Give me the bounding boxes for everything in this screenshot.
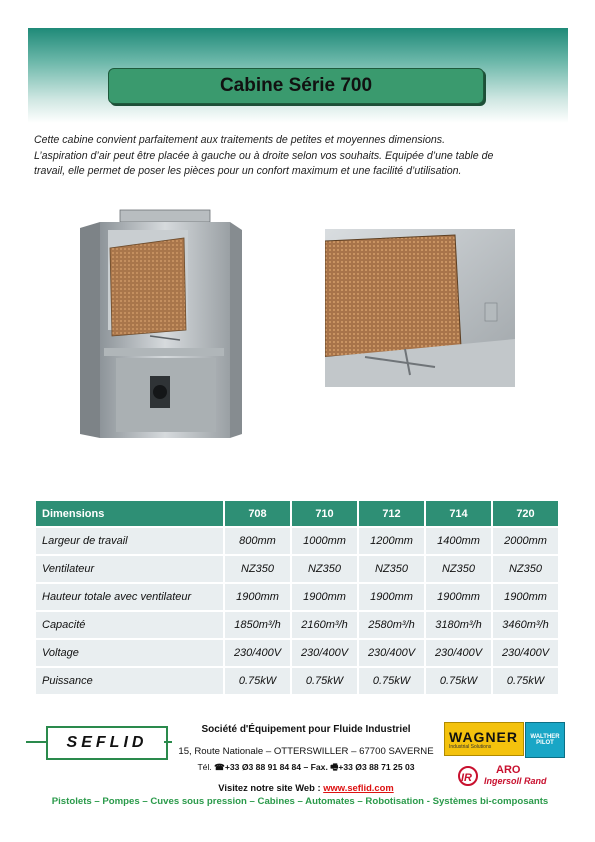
cell: 1900mm (426, 584, 491, 610)
cell: 0.75kW (292, 668, 357, 694)
tel-prefix: Tél. (197, 762, 215, 772)
seflid-logo (46, 726, 168, 760)
wagner-logo-text: WAGNER (449, 729, 518, 745)
table-row (36, 612, 558, 638)
row-label: Hauteur totale avec ventilateur (36, 584, 223, 610)
cell: 0.75kW (493, 668, 558, 694)
row-label: Capacité (36, 612, 223, 638)
cell: 3460m³/h (493, 612, 558, 638)
walther-pilot-logo (525, 722, 565, 758)
company-name: Société d'Équipement pour Fluide Industriel (201, 724, 411, 735)
cell: 230/400V (292, 640, 357, 666)
table-header-708: 708 (225, 501, 290, 526)
intro-text (34, 133, 564, 180)
cell: 1200mm (359, 528, 424, 554)
tel-number: ☎+33 Ø3 88 91 84 84 – Fax. (214, 762, 331, 772)
spec-table (34, 499, 560, 696)
cabin-photo-front (80, 208, 242, 440)
table-row (36, 668, 558, 694)
table-row (36, 584, 558, 610)
cell: NZ350 (225, 556, 290, 582)
row-label: Largeur de travail (36, 528, 223, 554)
table-header-dimensions: Dimensions (36, 501, 223, 526)
cell: 1000mm (292, 528, 357, 554)
company-address: 15, Route Nationale – OTTERSWILLER – 67700 SAVERNE (178, 746, 434, 757)
wagner-logo-subtitle: Industrial Solutions (449, 744, 492, 750)
ingersoll-rand-text: Ingersoll Rand (484, 776, 547, 786)
table-header-710: 710 (292, 501, 357, 526)
web-prefix: Visitez notre site Web : (218, 782, 324, 793)
company-info (176, 724, 436, 793)
cell: 2160m³/h (292, 612, 357, 638)
table-header-712: 712 (359, 501, 424, 526)
cell: 230/400V (426, 640, 491, 666)
cell: 2580m³/h (359, 612, 424, 638)
website-link[interactable]: www.seflid.com (323, 782, 394, 793)
cell: 0.75kW (225, 668, 290, 694)
cell: 0.75kW (426, 668, 491, 694)
cell: NZ350 (493, 556, 558, 582)
cell: 1400mm (426, 528, 491, 554)
cell: 800mm (225, 528, 290, 554)
page-title: Cabine Série 700 (219, 75, 373, 96)
table-row (36, 556, 558, 582)
cell: 1900mm (493, 584, 558, 610)
aro-logo-text: ARO (496, 764, 521, 776)
ingersoll-rand-logo-icon (454, 766, 484, 786)
intro-line-1: Cette cabine convient parfaitement aux traitements de petites et moyennes dimensions. (34, 134, 446, 146)
intro-line-2: L’aspiration d’air peut être placée à gauche ou à droite selon vos souhaits. Equipée d’une table de (34, 149, 494, 162)
cell: NZ350 (426, 556, 491, 582)
product-list: Pistolets – Pompes – Cuves sous pression – Cabines – Automates – Robotisation - Systèmes bi-composants (51, 796, 549, 807)
row-label: Voltage (36, 640, 223, 666)
wagner-logo (444, 722, 524, 756)
table-header-720: 720 (493, 501, 558, 526)
cell: 230/400V (493, 640, 558, 666)
company-phone (176, 762, 436, 776)
cell: 230/400V (359, 640, 424, 666)
seflid-logo-text: SEFLID (66, 734, 148, 751)
pilot-logo-text: PILOT (536, 740, 554, 746)
table-header-714: 714 (426, 501, 491, 526)
cell: 230/400V (225, 640, 290, 666)
cell: NZ350 (292, 556, 357, 582)
cell: NZ350 (359, 556, 424, 582)
table-row (36, 640, 558, 666)
cabin-photo-closeup (325, 229, 515, 387)
row-label: Puissance (36, 668, 223, 694)
cell: 3180m³/h (426, 612, 491, 638)
table-row (36, 528, 558, 554)
row-label: Ventilateur (36, 556, 223, 582)
intro-line-3: travail, elle permet de poser les pièces pour un confort maximum et une facilité d’utilisation. (34, 165, 462, 177)
brand-line-left (26, 741, 46, 743)
cell: 1900mm (292, 584, 357, 610)
cell: 2000mm (493, 528, 558, 554)
walther-logo-text: WALTHER (530, 734, 560, 740)
cell: 1900mm (359, 584, 424, 610)
page-title-box (108, 68, 484, 104)
fax-number: 🖷+33 Ø3 88 71 25 03 (330, 762, 415, 772)
cell: 0.75kW (359, 668, 424, 694)
cell: 1850m³/h (225, 612, 290, 638)
table-header-row (36, 501, 558, 526)
company-web (176, 782, 436, 793)
cell: 1900mm (225, 584, 290, 610)
ir-logo-text: IR (461, 772, 472, 784)
brand-line-right (164, 741, 172, 743)
